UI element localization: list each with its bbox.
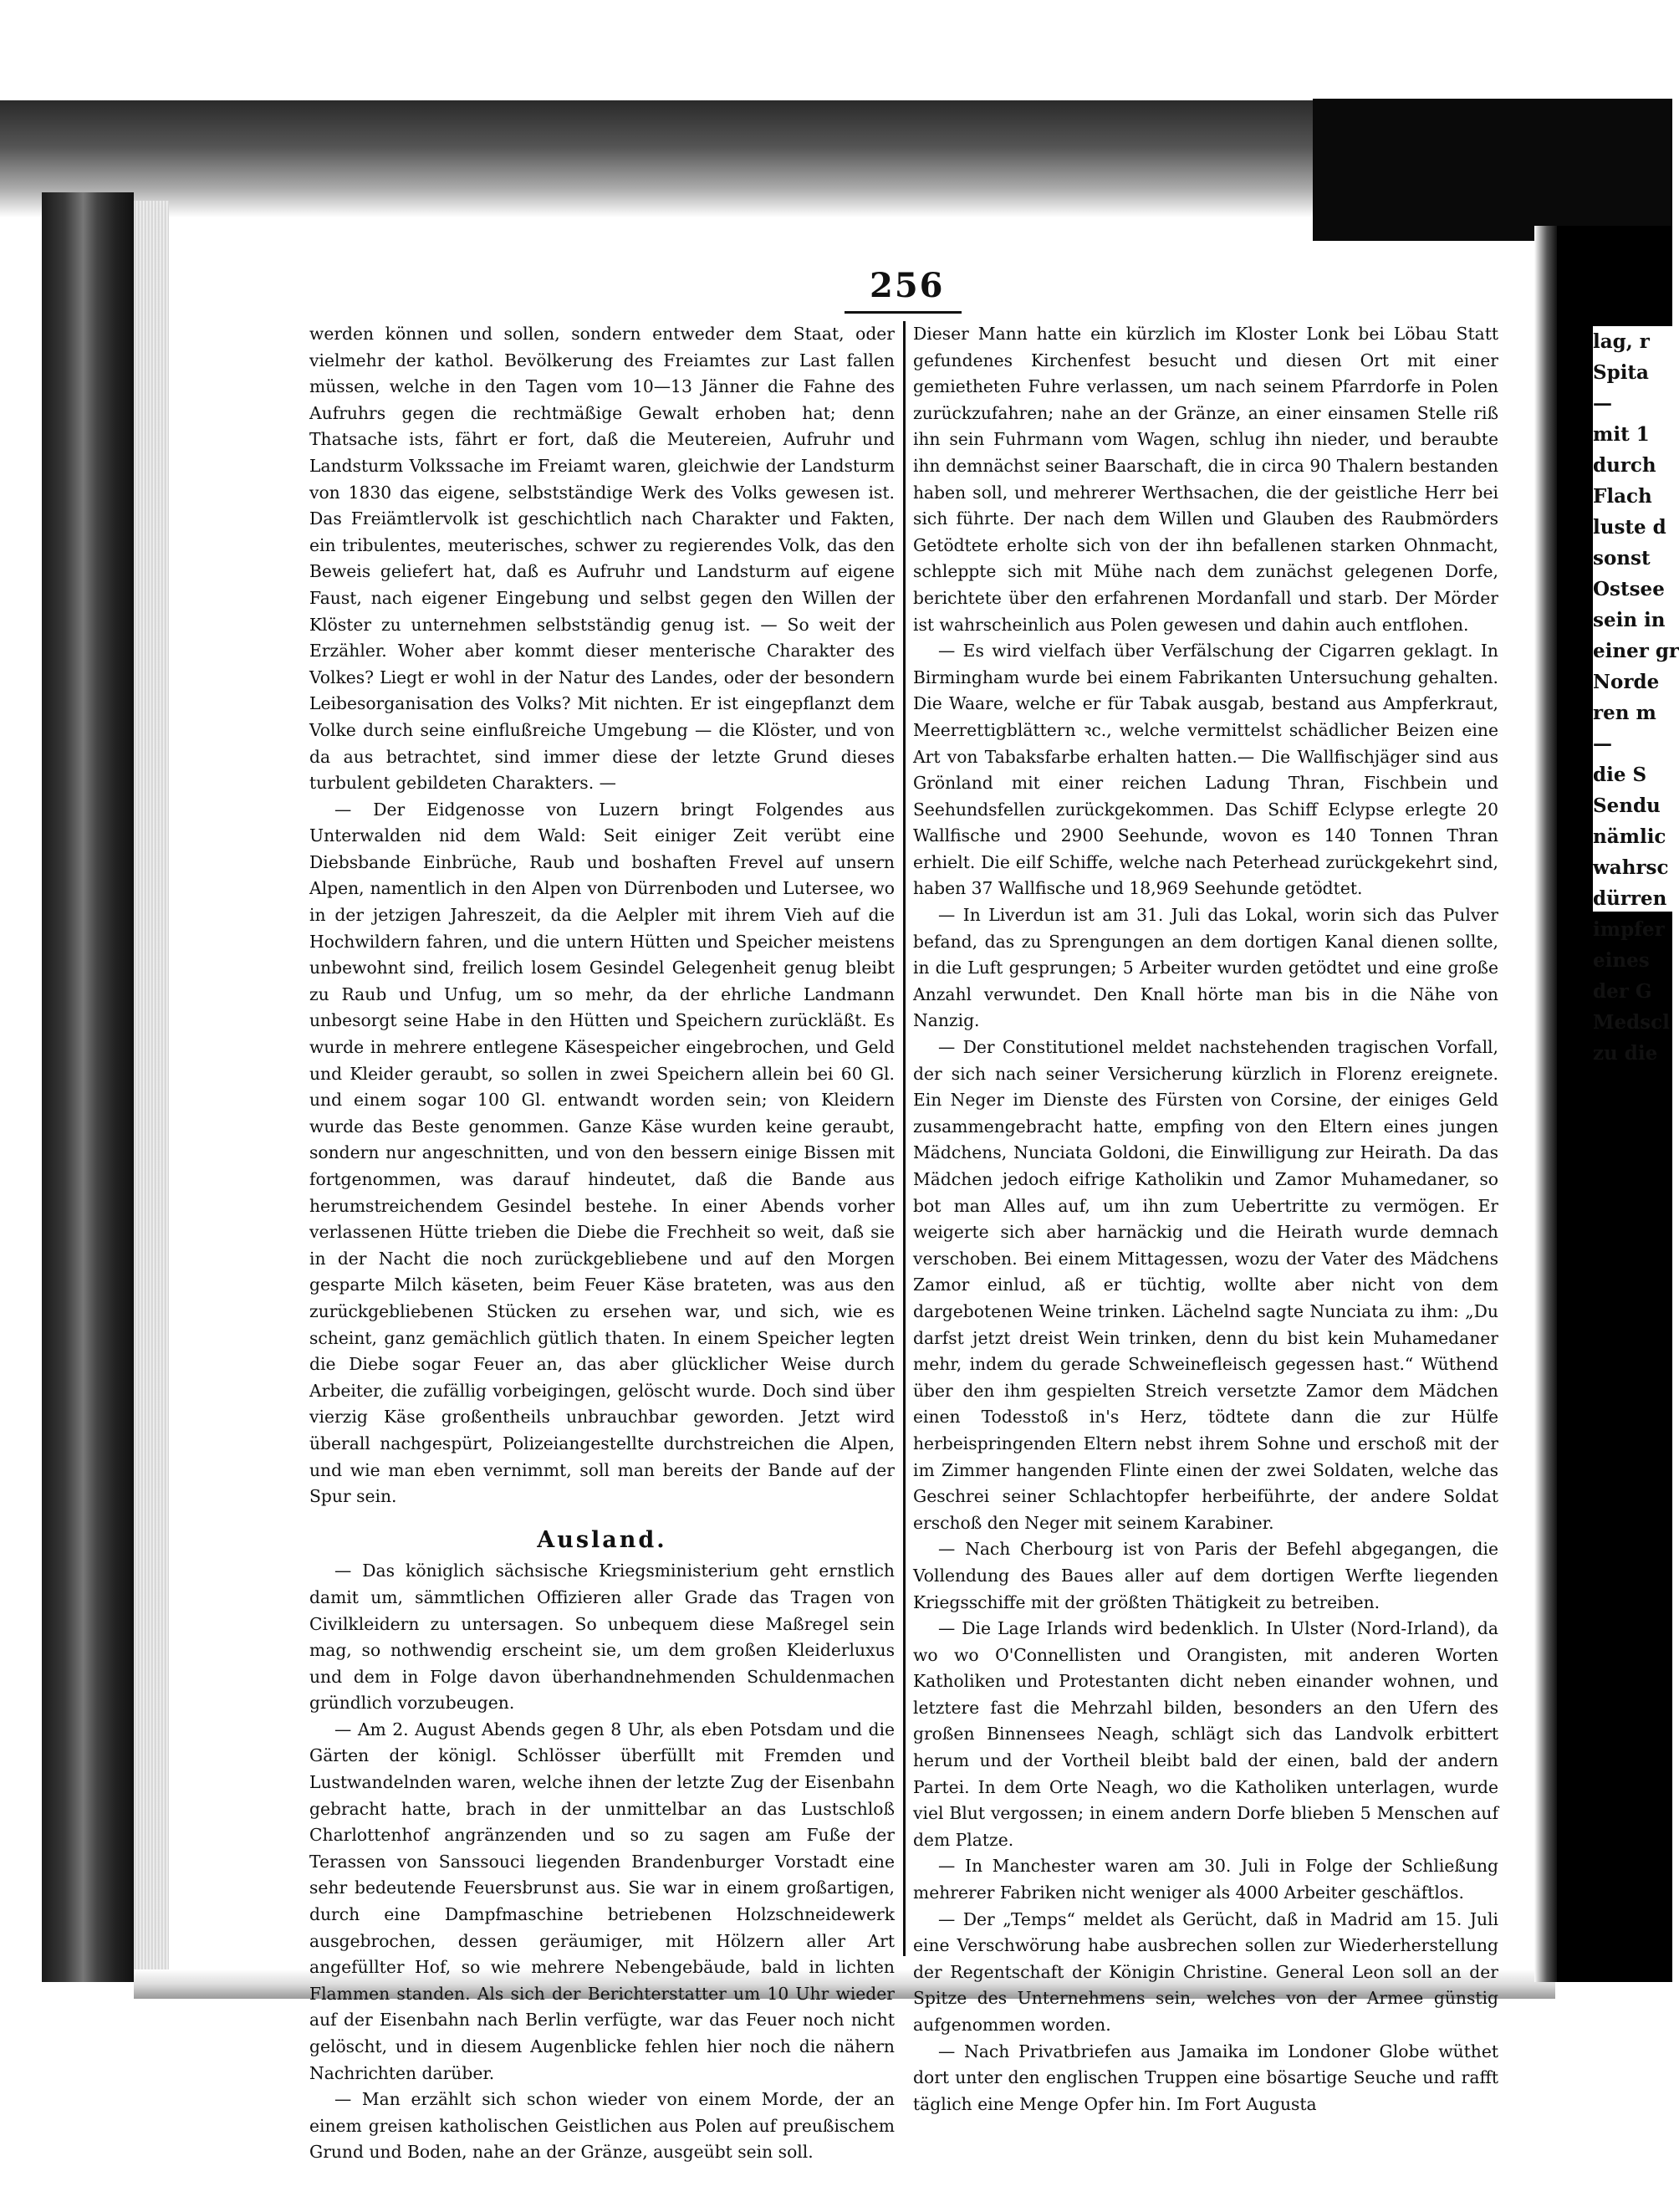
neighbor-line: lag, r: [1593, 330, 1650, 353]
column-divider: [903, 321, 906, 1956]
article-paragraph: — Es wird vielfach über Verfälschung der Cigarren geklagt. In Birmingham wurde bei einem Fabrikanten Untersuchung gehalten. Die Waare, welche er für Tabak ausgab, bestand aus Ampferkraut, Meerrettigblättern ꝛc., welche vermittelst schädlicher Beizen eine Art von Tabaksfarbe erhalten hatten.— Die Wallfischjäger sind aus Grönland mit einer reichen Ladung Thran, Fischbein und Seehundsfellen zurückgekommen. Das Schiff Eclypse erlegte 20 Wallfische und 2900 Seehunde, wovon es 140 Tonnen Thran erhielt. Die eilf Schiffe, welche nach Peterhead zurückgekehrt sind, haben 37 Wallfische und 18,969 Seehunde getödtet.: [913, 641, 1498, 899]
neighbor-line: —: [1593, 392, 1612, 415]
article-paragraph: — Man erzählt sich schon wieder von einem Morde, der an einem greisen katholischen Geistlichen aus Polen auf preußischem Grund und Boden, nahe an der Gränze, ausgeübt sein soll.: [309, 2089, 895, 2163]
page-number: 256: [870, 266, 945, 305]
article-paragraph: — Der Eidgenosse von Luzern bringt Folgendes aus Unterwalden nid dem Wald: Seit einiger Zeit verübt eine Diebsbande Einbrüche, Raub und boshaften Frevel auf unsern Alpen, namentlich in den Alpen von Dürrenboden und Lutersee, wo in der jetzigen Jahreszeit, da die Aelpler mit ihrem Vieh auf die Hochwildern fahren, und die untern Hütten und Speicher meistens unbewohnt sind, freilich losem Gesindel Gelegenheit genug bleibt zu Raub und Unfug, um so mehr, da der ehrliche Landmann unbesorgt seine Habe in den Hütten und Speichern zurückläßt. Es wurde in mehrere entlegene Käsespeicher eingebrochen, und Geld und Kleider geraubt, so sollen in zwei Speichern allein bei 60 Gl. und einem sogar 100 Gl. entwandt worden sein; von Kleidern wurde das Beste genommen. Ganze Käse wurden keine geraubt, sondern nur angeschnitten, und von den bessern einige Bissen mit fortgenommen, was darauf hindeutet, daß die Bande aus herumstreichendem Gesindel bestehe. In einer Abends vorher verlassenen Hütte trieben die Diebe die Frechheit so weit, daß sie in der Nacht die noch zurückgebliebene und auf den Morgen gesparte Milch käseten, beim Feuer Käse brateten, was aus den zurückgebliebenen Stücken zu ersehen war, und sich, wie es scheint, ganz gemächlich gütlich thaten. In einem Speicher legten die Diebe sogar Feuer an, das aber glücklicher Weise durch Arbeiter, die zufällig vorbeigingen, gelöscht wurde. Doch sind über vierzig Käse großentheils unbrauchbar geworden. Jetzt wird überall nachgespürt, Polizeiangestellte durchstreichen die Alpen, und wie man eben vernimmt, soll man bereits der Bande auf der Spur sein.: [309, 799, 895, 1507]
neighbor-line: der G: [1593, 980, 1652, 1003]
article-paragraph: — Nach Privatbriefen aus Jamaika im Londoner Globe wüthet dort unter den englischen Truppen eine bösartige Seuche und rafft täglich eine Menge Opfer hin. Im Fort Augusta: [913, 2041, 1498, 2114]
neighbor-line: impfer: [1593, 918, 1665, 941]
neighbor-line: —: [1593, 733, 1612, 755]
neighbor-line: Spita: [1593, 361, 1649, 384]
article-paragraph: — Der „Temps“ meldet als Gerücht, daß in Madrid am 15. Juli eine Verschwörung habe ausbrechen sollen zur Wiederherstellung der Regentschaft der Königin Christine. General Leon soll an der Spitze des Unternehmens sein, welches von der Armee günstig aufgenommen worden.: [913, 1908, 1498, 2035]
scan-dark-corner: [1313, 99, 1672, 241]
neighbor-line: nämlic: [1593, 825, 1666, 848]
neighbor-line: eines: [1593, 949, 1650, 972]
article-paragraph: — Das königlich sächsische Kriegsministerium geht ernstlich damit um, sämmtlichen Offizieren aller Grade das Tragen von Civilkleidern zu untersagen. So unbequem diese Maßregel sein mag, so nothwendig erscheint sie, um dem großen Kleiderluxus und dem in Folge davon überhandnehmenden Schuldenmachen gründlich vorzubeugen.: [309, 1561, 895, 1714]
book-gutter: [1534, 226, 1559, 1982]
right-column: [913, 321, 1498, 2114]
neighbor-line: Sendu: [1593, 794, 1661, 817]
page-number-rule: [845, 311, 962, 314]
neighbor-line: Norde: [1593, 671, 1660, 693]
neighbor-line: wahrsc: [1593, 856, 1669, 879]
article-paragraph: — In Liverdun ist am 31. Juli das Lokal, worin sich das Pulver befand, das zu Sprengungen an dem dortigen Kanal dienen sollte, in die Luft gesprungen; 5 Arbeiter wurden getödtet und eine große Anzahl verwundet. Den Knall hörte man bis in die Nähe von Nanzig.: [913, 905, 1498, 1031]
book-spine-edge: [42, 192, 134, 1982]
neighbor-line: einer gr: [1593, 640, 1679, 662]
article-paragraph: werden können und sollen, sondern entweder dem Staat, oder vielmehr der kathol. Bevölkerung des Freiamtes zur Last fallen müssen, welche in den Tagen vom 10—13 Jänner die Fahne des Aufruhrs gegen die rechtmäßige Gewalt erhoben hat; denn Thatsache ists, fährt er fort, daß die Meutereien, Aufruhr und Landsturm Volkssache im Freiamt waren, gleichwie der Landsturm von 1830 das eigene, selbstständige Werk des Volks gewesen ist. Das Freiämtlervolk ist geschichtlich nach Charakter und Fakten, ein tribulentes, meuterisches, schwer zu regierendes Volk, das den Beweis geliefert hat, daß es Aufruhr und Landsturm auf eigene Faust, nach eigener Eingebung und selbst gegen den Willen der Klöster zu unternehmen selbstständig genug ist. — So weit der Erzähler. Woher aber kommt dieser menterische Charakter des Volkes? Liegt er wohl in der Natur des Landes, oder der besondern Leibesorganisation des Volks? Mit nichten. Er ist eingepflanzt dem Volke durch seine einflußreiche Umgebung — die Klöster, und von da aus betrachtet, sind immer diese der letzte Grund dieses turbulent gebildeten Charakters. —: [309, 324, 895, 794]
neighbor-line: durch: [1593, 454, 1656, 477]
neighbor-line: dürren: [1593, 887, 1667, 910]
left-column: [309, 321, 895, 2163]
neighbor-line: zu die: [1593, 1042, 1658, 1065]
neighbor-page-fragment: [1593, 326, 1679, 1065]
neighbor-line: mit 1: [1593, 423, 1650, 446]
neighbor-line: ren m: [1593, 702, 1656, 724]
neighbor-line: sein in: [1593, 609, 1666, 631]
article-paragraph: Dieser Mann hatte ein kürzlich im Kloster Lonk bei Löbau Statt gefundenes Kirchenfest besucht und diesen Ort mit einer gemietheten Fuhre verlassen, um nach seinem Pfarrdorfe in Polen zurückzufahren; nahe an der Gränze, an einer einsamen Stelle riß ihn sein Fuhrmann vom Wagen, schlug ihn nieder, und beraubte ihn demnächst seiner Baarschaft, die in circa 90 Thalern bestanden haben soll, und mehrerer Werthsachen, die der geistliche Herr bei sich führte. Der nach dem Willen und Glauben des Raubmörders Getödtete erholte sich von der ihn befallenen starken Ohnmacht, schleppte sich mit Mühe nach dem zunächst gelegenen Dorfe, berichtete über den erfahrenen Mordanfall und starb. Der Mörder ist wahrscheinlich aus Polen gewesen und dahin auch entflohen.: [913, 324, 1498, 635]
neighbor-line: die S: [1593, 764, 1647, 786]
neighbor-line: Medscl: [1593, 1011, 1670, 1034]
neighbor-line: sonst: [1593, 547, 1651, 570]
article-paragraph: — Am 2. August Abends gegen 8 Uhr, als eben Potsdam und die Gärten der königl. Schlösser überfüllt mit Fremden und Lustwandelnden waren, welche ihnen der letzte Zug der Eisenbahn gebracht hatte, brach in der unmittelbar an das Lustschloß Charlottenhof angränzenden und so zu sagen am Fuße der Terassen von Sanssouci liegenden Brandenburger Vorstadt eine sehr bedeutende Feuersbrunst aus. Sie war in einem großartigen, durch eine Dampfmaschine betriebenen Holzschneidewerk ausgebrochen, dessen geräumiger, mit Hölzern aller Art angefüllter Hof, so wie mehrere Nebengebäude, bald in lichten Flammen standen. Als sich der Berichterstatter um 10 Uhr wieder auf der Eisenbahn nach Berlin verfügte, war das Feuer noch nicht gelöscht, und in diesem Augenblicke fehlen hier noch die nähern Nachrichten darüber.: [309, 1719, 895, 2083]
article-paragraph: — In Manchester waren am 30. Juli in Folge der Schließung mehrerer Fabriken nicht weniger als 4000 Arbeiter geschäftlos.: [913, 1856, 1498, 1903]
article-paragraph: — Die Lage Irlands wird bedenklich. In Ulster (Nord-Irland), da wo wo O'Connellisten und Orangisten, mit anderen Worten Katholiken und Protestanten dicht neben einander wohnen, und letztere fast die Mehrzahl bilden, besonders an den Ufern des großen Binnensees Neagh, schlägt sich das Landvolk erbittert herum und der Vortheil bleibt bald der einen, bald der andern Partei. In dem Orte Neagh, wo die Katholiken unterlagen, wurde viel Blut vergossen; in einem andern Dorfe blieben 5 Menschen auf dem Platze.: [913, 1618, 1498, 1850]
section-heading: Ausland.: [537, 1526, 667, 1553]
neighbor-line: Ostsee: [1593, 578, 1665, 600]
neighbor-line: Flach: [1593, 485, 1652, 508]
article-paragraph: — Der Constitutionel meldet nachstehenden tragischen Vorfall, der sich nach seiner Versicherung kürzlich in Florenz ereignete. Ein Neger im Dienste des Fürsten von Corsine, der einiges Geld zusammengebracht hatte, empfing von den Eltern eines jungen Mädchens, Nunciata Goldoni, die Einwilligung zur Heirath. Da das Mädchen jedoch eifrige Katholikin und Zamor Muhamedaner, so bot man Alles auf, um ihn zum Uebertritte zu vermögen. Er weigerte sich aber harnäckig und die Heirath wurde demnach verschoben. Bei einem Mittagessen, wozu der Vater des Mädchens Zamor einlud, aß er tüchtig, wollte aber nicht von dem dargebotenen Weine trinken. Lächelnd sagte Nunciata zu ihm: „Du darfst jetzt dreist Wein trinken, denn du bist kein Muhamedaner mehr, indem du gerade Schweinefleisch gegessen hast.“ Wüthend über den ihm gespielten Streich versetzte Zamor dem Mädchen einen Todesstoß in's Herz, tödtete dann die zur Hülfe herbeispringenden Eltern nebst ihrem Sohne und erschoß mit der im Zimmer hangenden Flinte einen der zwei Soldaten, welche das Geschrei seiner Schlachtopfer herbeiführte, der andere Soldat erschoß den Neger mit seinem Karabiner.: [913, 1037, 1498, 1533]
page-stack-edge: [134, 201, 169, 1982]
article-paragraph: — Nach Cherbourg ist von Paris der Befehl abgegangen, die Vollendung des Baues aller auf dem dortigen Werfte liegenden Kriegsschiffe mit der größten Thätigkeit zu betreiben.: [913, 1539, 1498, 1612]
neighbor-line: luste d: [1593, 516, 1666, 539]
